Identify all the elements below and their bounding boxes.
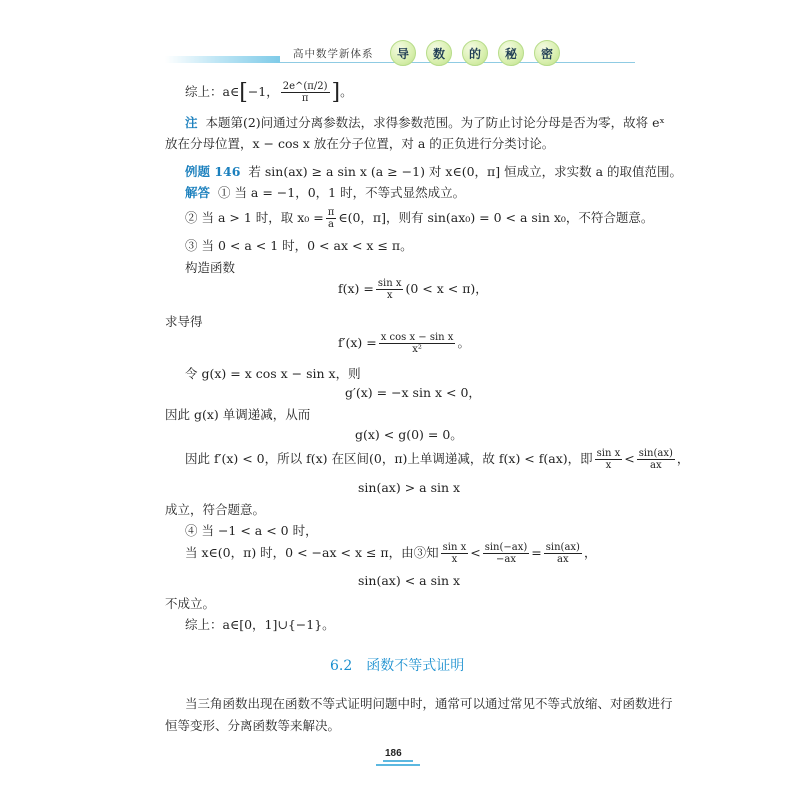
section-heading (330, 655, 478, 675)
solution-line-10: ④ 当 −1 < a < 0 时， (185, 523, 318, 538)
equation-g-prime: g′(x) = −x sin x < 0， (345, 385, 481, 400)
solution-line-2: ② 当 a > 1 时，取 x₀ = $\frac{\pi}{a}$ ∈(0，π]，则有 sin(ax₀) = 0 < a sin x₀，不符合题意。 (185, 207, 654, 230)
solution-line-12: 不成立。 (165, 596, 216, 611)
equation-inequality: sin(ax) > a sin x (358, 480, 461, 495)
example-label: 例题 146 (185, 164, 241, 179)
intro-line-2: 恒等变形、分离函数等来解决。 (165, 718, 341, 733)
fraction: $\frac{\sin(ax)}{ax}$ (638, 448, 673, 471)
title-badge: 密 (534, 40, 560, 66)
example-line: 例题 146 若 sin(ax) ≥ a sin x (a ≥ −1) 对 x∈(0，π] 恒成立，求实数 a 的取值范围。 (185, 164, 683, 179)
solution-line-8: 因此 f′(x) < 0，所以 f(x) 在区间(0，π)上单调递减，故 f(x) < f(ax)，即 $\frac{\text{sin x}}{x}$ < $\frac{\sin(ax)}{ax}$ ， (185, 448, 690, 471)
solution-line-11: 当 x∈(0，π) 时，0 < −ax < x ≤ π，由③知 $\frac{\text{sin x}}{x}$ < $\frac{\sin(-ax)}{-ax}$ = $\frac{\sin(ax)}{ax}$ ， (185, 542, 597, 565)
section-number: 6.2 (330, 658, 353, 674)
equation-inequality-2: sin(ax) < a sin x (358, 573, 461, 588)
fraction: $\frac{2e\^{}(\pi/2)}{\pi}$ (282, 81, 328, 104)
series-title: 高中数学新体系 (293, 48, 374, 60)
note-line-2: 放在分母位置，x − cos x 放在分子位置，对 a 的正负进行分类讨论。 (165, 136, 555, 151)
fraction: $\frac{\pi}{a}$ (327, 207, 335, 230)
fraction: $\frac{\text{sin x}}{x}$ (442, 542, 467, 565)
conclusion-line: 综上：a∈[−1， $\frac{2e\^{}(\pi/2)}{\pi}$ ]。 (185, 80, 353, 105)
note-line-1: 注 本题第(2)问通过分离参数法，求得参数范围。为了防止讨论分母是否为零，故将 eˣ (185, 115, 665, 130)
title-badge: 数 (426, 40, 452, 66)
fraction: $\frac{\text{sin x}}{x}$ (377, 278, 402, 301)
equation-g: g(x) < g(0) = 0。 (355, 427, 463, 442)
solution-line-9: 成立，符合题意。 (165, 502, 266, 517)
solution-line-7: 因此 g(x) 单调递减，从而 (165, 407, 311, 422)
solution-label: 解答 (185, 185, 211, 200)
title-badge: 的 (462, 40, 488, 66)
solution-line-6: 令 g(x) = x cos x − sin x，则 (185, 366, 361, 381)
solution-line-5: 求导得 (165, 314, 203, 329)
fraction: $\frac{\sin(-ax)}{-ax}$ (484, 542, 528, 565)
solution-line-4: 构造函数 (185, 260, 236, 275)
intro-line-1: 当三角函数出现在函数不等式证明问题中时，通常可以通过常见不等式放缩、对函数进行 (185, 696, 673, 711)
solution-line-3: ③ 当 0 < a < 1 时，0 < ax < x ≤ π。 (185, 238, 413, 253)
title-badge: 导 (390, 40, 416, 66)
header-gradient-bar (165, 56, 280, 63)
book-title-badges (390, 40, 560, 66)
title-badge: 秘 (498, 40, 524, 66)
fraction: $\frac{\text{x cos x − sin x}}{\text{x²}}$ (380, 332, 454, 355)
solution-line-13: 综上：a∈[0，1]∪{−1}。 (185, 617, 335, 632)
page-number: 186 (385, 748, 402, 759)
page-number-underline (376, 764, 420, 766)
equation-f-prime: f′(x) = $\frac{\text{x cos x − sin x}}{\text{x²}}$ 。 (338, 332, 470, 355)
fraction: $\frac{\text{sin x}}{x}$ (596, 448, 621, 471)
note-label: 注 (185, 115, 198, 130)
equation-f: f(x) = $\frac{\text{sin x}}{x}$ (0 < x < π)， (338, 278, 488, 301)
fraction: $\frac{\sin(ax)}{ax}$ (545, 542, 580, 565)
solution-line-1: 解答 ① 当 a = −1，0，1 时，不等式显然成立。 (185, 185, 466, 200)
page-number-underline (383, 760, 413, 762)
section-title: 函数不等式证明 (366, 658, 465, 674)
